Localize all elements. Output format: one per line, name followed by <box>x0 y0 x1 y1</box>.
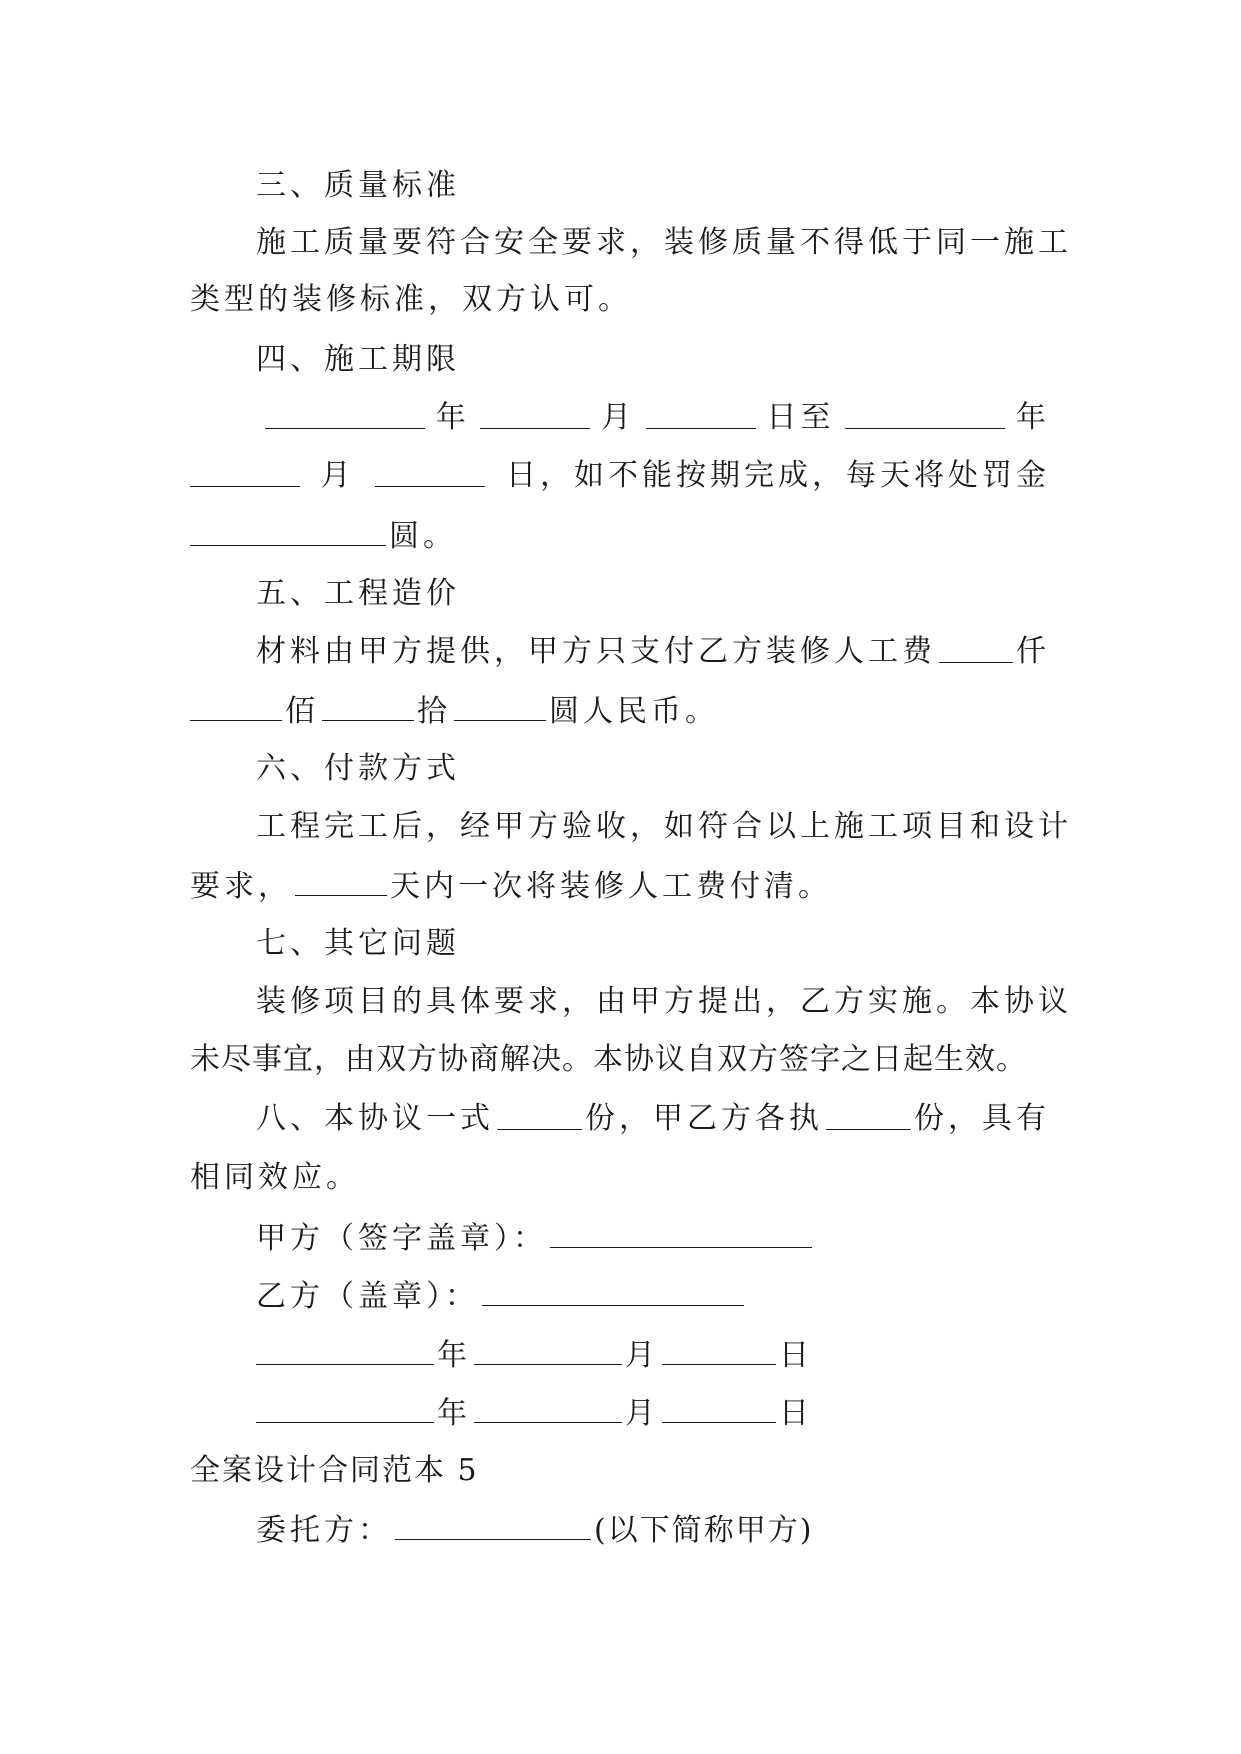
blank-line <box>256 1334 434 1365</box>
section-3-body-line-2: 类型的装修标准，双方认可。 <box>190 282 632 317</box>
date-year-label: 年 <box>437 1338 471 1373</box>
blank-line <box>482 1275 744 1306</box>
section-4-line-3 <box>190 515 1050 555</box>
blank-line <box>190 515 386 546</box>
hundred-unit: 佰 <box>285 694 319 729</box>
section-4-heading: 四、施工期限 <box>256 342 460 377</box>
section-8-line-2: 相同效应。 <box>190 1160 360 1195</box>
section-8-line-1 <box>256 1099 1050 1139</box>
date-year-label: 年 <box>435 400 470 435</box>
blank-line <box>454 690 546 721</box>
date-year-label: 年 <box>1015 400 1050 435</box>
section-5-heading: 五、工程造价 <box>256 576 460 611</box>
date-line-2 <box>256 1392 1050 1432</box>
blank-line <box>826 1099 911 1130</box>
section-6-line-1: 工程完工后，经甲方验收，如符合以上施工项目和设计 <box>256 809 1072 844</box>
blank-line <box>845 398 1005 429</box>
blank-line <box>480 398 590 429</box>
section-5-line-1 <box>256 632 1050 672</box>
section-4-line-2 <box>190 456 1050 496</box>
party-a-signature <box>256 1217 1050 1257</box>
blank-line <box>474 1392 622 1423</box>
blank-line <box>322 690 414 721</box>
date-day-to-label: 日至 <box>766 400 835 435</box>
date-month-label: 月 <box>625 1396 659 1431</box>
date-line-1 <box>256 1334 1050 1374</box>
section-7-heading: 七、其它问题 <box>256 926 460 961</box>
section-7-line-1: 装修项目的具体要求，由甲方提出，乙方实施。本协议 <box>256 984 1072 1019</box>
each-party-text: 份，甲乙方各执 <box>585 1101 823 1136</box>
blank-line <box>190 690 282 721</box>
date-year-label: 年 <box>437 1396 471 1431</box>
equal-effect-text: 份，具有 <box>914 1101 1050 1136</box>
yuan-rmb-unit: 圆人民币。 <box>549 694 719 729</box>
date-month-label: 月 <box>625 1338 659 1373</box>
blank-line <box>939 632 1013 663</box>
blank-line <box>497 1099 582 1130</box>
date-day-label: 日 <box>779 1396 813 1431</box>
blank-line <box>646 398 756 429</box>
section-3-body-line-1: 施工质量要符合安全要求，装修质量不得低于同一施工 <box>256 225 1072 260</box>
labor-fee-text: 材料由甲方提供，甲方只支付乙方装修人工费 <box>256 634 936 669</box>
penalty-unit: 圆。 <box>389 519 457 554</box>
blank-line <box>256 1392 434 1423</box>
blank-line <box>295 865 387 896</box>
blank-line <box>265 398 425 429</box>
date-month-label: 月 <box>320 458 355 493</box>
blank-line <box>550 1217 812 1248</box>
client-label: 委托方： <box>256 1513 392 1548</box>
section-5-line-2 <box>190 690 1050 730</box>
party-b-signature <box>256 1275 1050 1315</box>
section-3-heading: 三、质量标准 <box>256 168 460 203</box>
blank-line <box>662 1392 776 1423</box>
blank-line <box>395 1509 591 1540</box>
blank-line <box>474 1334 622 1365</box>
penalty-text: 日，如不能按期完成，每天将处罚金 <box>505 458 1050 493</box>
requirement-text: 要求， <box>190 869 292 904</box>
date-month-label: 月 <box>601 400 636 435</box>
client-line <box>256 1509 1050 1549</box>
blank-line <box>190 456 300 487</box>
section-6-line-2 <box>190 865 1050 905</box>
blank-line <box>662 1334 776 1365</box>
payment-text: 天内一次将装修人工费付清。 <box>390 869 832 904</box>
ten-unit: 拾 <box>417 694 451 729</box>
section-7-line-2: 未尽事宜，由双方协商解决。本协议自双方签字之日起生效。 <box>190 1042 1027 1077</box>
blank-line <box>375 456 485 487</box>
party-b-label: 乙方（盖章）： <box>256 1279 479 1314</box>
contract-title: 全案设计合同范本 5 <box>190 1453 479 1488</box>
client-suffix: (以下简称甲方) <box>594 1513 814 1548</box>
party-a-label: 甲方（签字盖章）： <box>256 1221 547 1256</box>
section-6-heading: 六、付款方式 <box>256 751 460 786</box>
date-day-label: 日 <box>779 1338 813 1373</box>
section-4-line-1 <box>262 398 1050 438</box>
thousand-unit: 仟 <box>1016 634 1050 669</box>
copies-text: 八、本协议一式 <box>256 1101 494 1136</box>
